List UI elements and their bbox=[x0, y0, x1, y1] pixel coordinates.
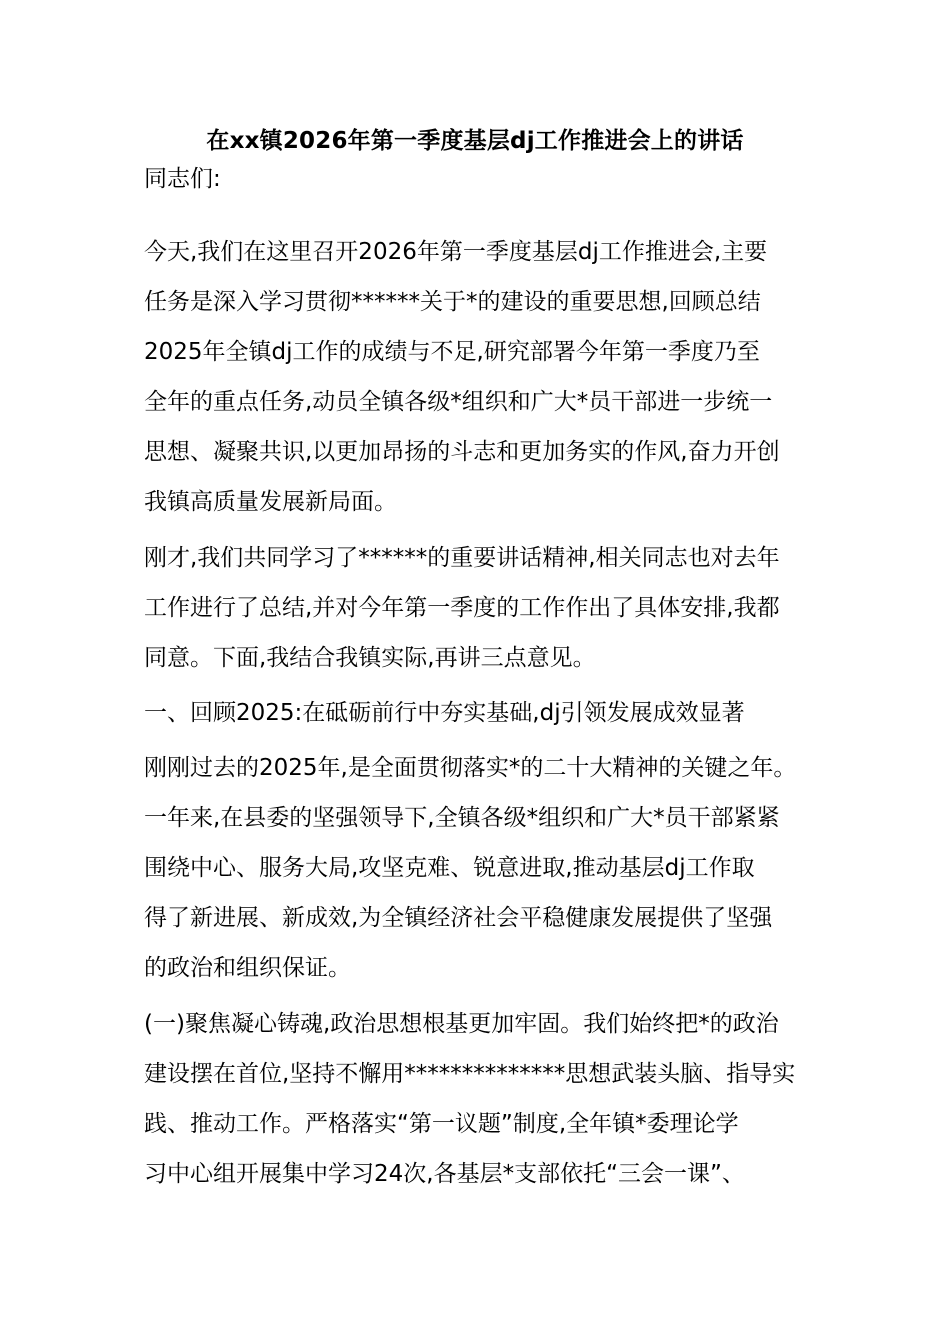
text-line: 刚刚过去的2025年,是全面贯彻落实*的二十大精神的关键之年。 bbox=[144, 755, 797, 781]
salutation-text: 同志们: bbox=[144, 166, 221, 192]
paragraph-transition bbox=[144, 533, 824, 683]
text-line: 任务是深入学习贯彻******关于*的建设的重要思想,回顾总结 bbox=[144, 289, 761, 315]
text-line: 建设摆在首位,坚持不懈用**************思想武装头脑、指导实 bbox=[144, 1061, 796, 1087]
text-line: 围绕中心、服务大局,攻坚克难、锐意进取,推动基层dj工作取 bbox=[144, 855, 755, 881]
text-line: 我镇高质量发展新局面。 bbox=[144, 489, 397, 515]
section-heading-1 bbox=[144, 688, 824, 738]
text-line: 习中心组开展集中学习24次,各基层*支部依托“三会一课”、 bbox=[144, 1161, 745, 1187]
text-line: 践、推动工作。严格落实“第一议题”制度,全年镇*委理论学 bbox=[144, 1111, 739, 1137]
text-line: 今天,我们在这里召开2026年第一季度基层dj工作推进会,主要 bbox=[144, 239, 768, 265]
text-line: 工作进行了总结,并对今年第一季度的工作作出了具体安排,我都 bbox=[144, 595, 780, 621]
text-line: 2025年全镇dj工作的成绩与不足,研究部署今年第一季度乃至 bbox=[144, 339, 760, 365]
heading-text: 一、回顾2025:在砥砺前行中夯实基础,dj引领发展成效显著 bbox=[144, 700, 745, 726]
salutation bbox=[144, 154, 824, 204]
document-title: 在xx镇2026年第一季度基层dj工作推进会上的讲话 bbox=[206, 128, 744, 154]
text-line: 同意。下面,我结合我镇实际,再讲三点意见。 bbox=[144, 645, 596, 671]
paragraph-subsection-1 bbox=[144, 999, 824, 1199]
text-line: 一年来,在县委的坚强领导下,全镇各级*组织和广大*员干部紧紧 bbox=[144, 805, 780, 831]
paragraph-review bbox=[144, 743, 824, 993]
text-line: 刚才,我们共同学习了******的重要讲话精神,相关同志也对去年 bbox=[144, 545, 780, 571]
text-line: 的政治和组织保证。 bbox=[144, 955, 351, 981]
text-line: 得了新进展、新成效,为全镇经济社会平稳健康发展提供了坚强 bbox=[144, 905, 773, 931]
text-line: 全年的重点任务,动员全镇各级*组织和广大*员干部进一步统一 bbox=[144, 389, 773, 415]
text-line: 思想、凝聚共识,以更加昂扬的斗志和更加务实的作风,奋力开创 bbox=[144, 439, 780, 465]
paragraph-opening bbox=[144, 227, 824, 527]
text-line: (一)聚焦凝心铸魂,政治思想根基更加牢固。我们始终把*的政治 bbox=[144, 1011, 779, 1037]
